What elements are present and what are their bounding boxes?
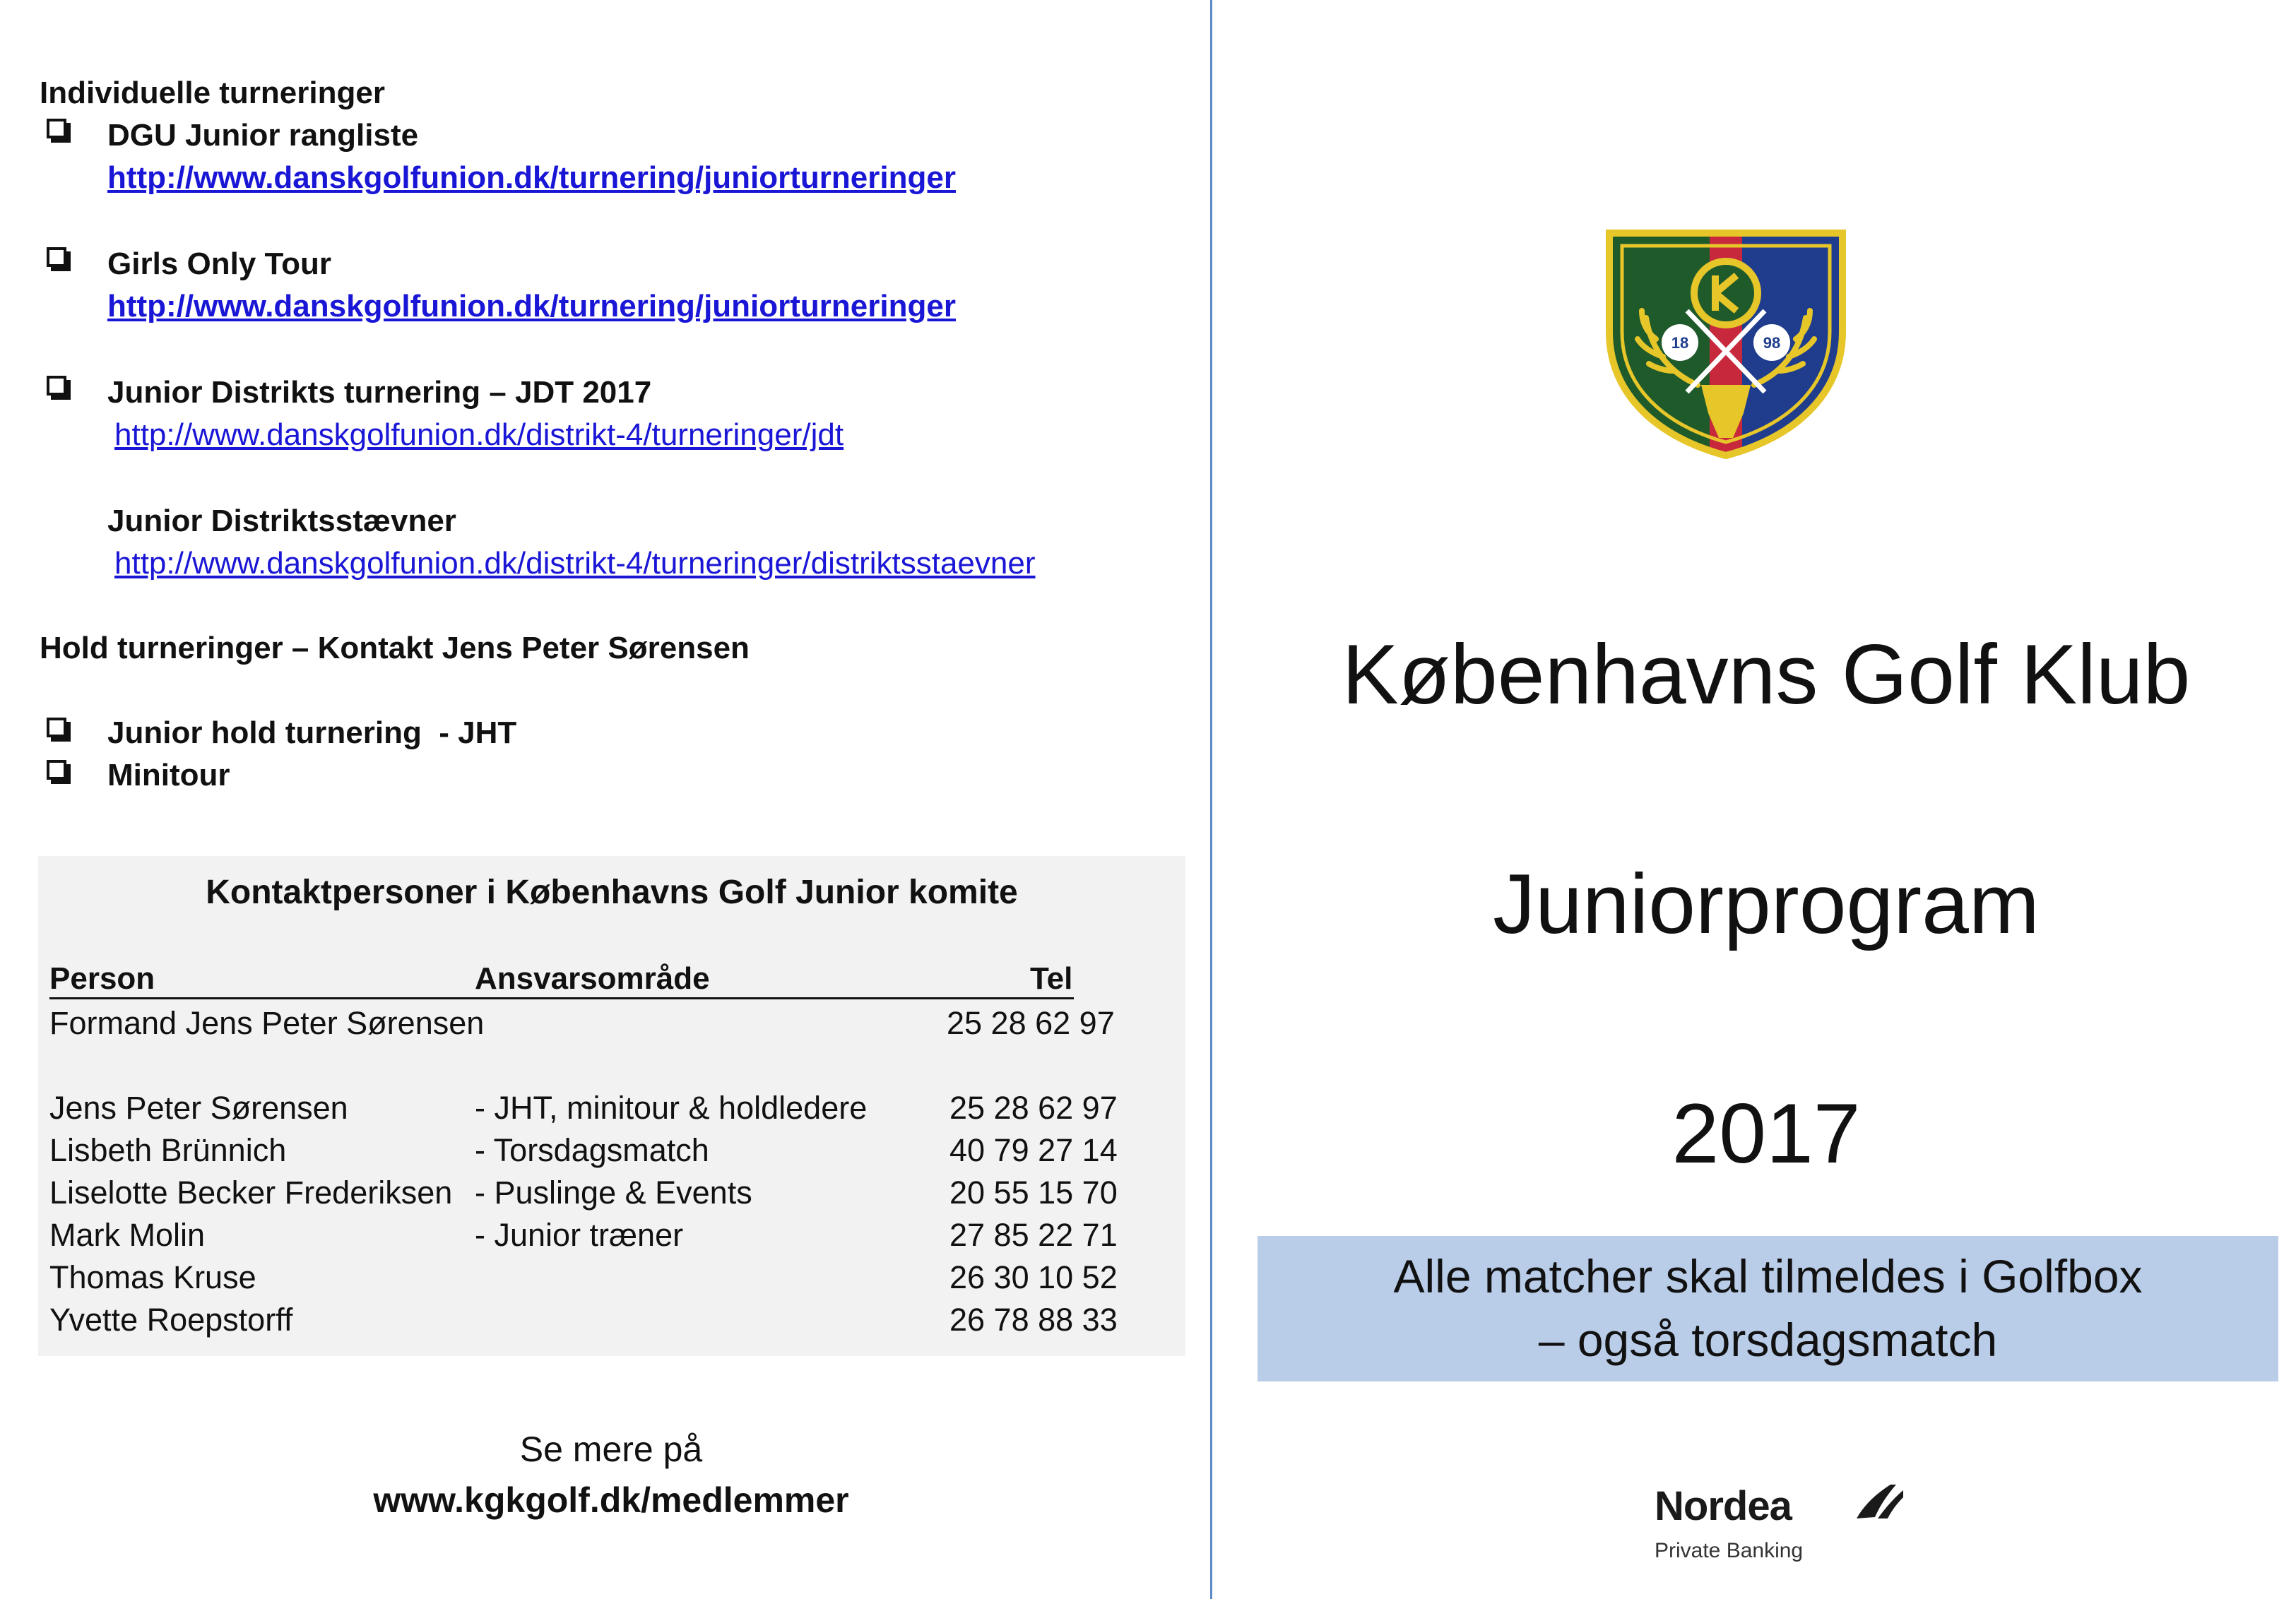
banner-line-1: Alle matcher skal tilmeldes i Golfbox [1393, 1250, 2143, 1302]
sponsor-logo [1655, 1482, 1909, 1574]
contact-area: - Puslinge & Events [475, 1175, 752, 1211]
tournament-name: Girls Only Tour [107, 246, 332, 281]
checkbox-icon [47, 376, 66, 396]
header-underline [49, 997, 1074, 999]
contact-tel: 27 85 22 71 [949, 1217, 1118, 1253]
club-crest-logo [1602, 226, 1850, 459]
contact-tel: 20 55 15 70 [949, 1175, 1118, 1211]
contact-tel: 26 30 10 52 [949, 1259, 1118, 1295]
banner-line-2: – også torsdagsmatch [1538, 1314, 1998, 1366]
checkbox-icon [47, 247, 66, 267]
team-heading: Hold turneringer – Kontakt Jens Peter Sørensen [40, 631, 750, 665]
checkbox-icon [47, 119, 66, 138]
tournament-name: Junior Distriktsstævner [107, 504, 456, 538]
contact-person: Mark Molin [49, 1217, 206, 1253]
tournament-link[interactable]: http://www.danskgolfunion.dk/turnering/juniorturneringer [107, 289, 956, 323]
tournament-link[interactable]: http://www.danskgolfunion.dk/turnering/juniorturneringer [107, 160, 956, 195]
year-title: 2017 [1671, 1086, 1861, 1181]
club-name-title: Københavns Golf Klub [1342, 627, 2191, 722]
individual-heading: Individuelle turneringer [40, 76, 385, 110]
contact-person: Jens Peter Sørensen [49, 1090, 348, 1126]
contact-tel: 25 28 62 97 [949, 1090, 1118, 1126]
column-header-tel: Tel [1030, 961, 1073, 996]
contact-tel: 40 79 27 14 [949, 1132, 1118, 1168]
contact-title: Kontaktpersoner i Københavns Golf Junior komite [206, 874, 1018, 911]
team-item: Junior hold turnering - JHT [107, 715, 517, 750]
sail-icon [1854, 1482, 1905, 1521]
contact-person: Lisbeth Brünnich [49, 1132, 287, 1168]
tournament-name: Junior Distrikts turnering – JDT 2017 [107, 375, 652, 410]
checkbox-icon [47, 718, 66, 737]
crest-year-right: 98 [1763, 334, 1781, 352]
sponsor-subtitle: Private Banking [1655, 1539, 1804, 1562]
contact-area: - JHT, minitour & holdledere [475, 1090, 868, 1126]
crest-year-left: 18 [1671, 334, 1689, 352]
see-more-label: Se mere på [519, 1429, 703, 1469]
golfbox-banner [1258, 1236, 2278, 1381]
website-link[interactable]: www.kgkgolf.dk/medlemmer [373, 1480, 849, 1520]
contact-person: Yvette Roepstorff [49, 1302, 293, 1338]
team-item: Minitour [107, 758, 230, 792]
contact-person: Formand Jens Peter Sørensen [49, 1005, 485, 1041]
sponsor-name: Nordea [1655, 1483, 1792, 1529]
contact-area: - Junior træner [475, 1217, 684, 1253]
contact-person: Liselotte Becker Frederiksen [49, 1175, 453, 1211]
contact-tel: 25 28 62 97 [947, 1005, 1115, 1041]
page-divider [1210, 0, 1212, 1599]
contact-person: Thomas Kruse [49, 1259, 256, 1295]
program-title: Juniorprogram [1493, 857, 2040, 951]
tournament-link[interactable]: http://www.danskgolfunion.dk/distrikt-4/turneringer/distriktsstaevner [114, 546, 1036, 581]
tournament-link[interactable]: http://www.danskgolfunion.dk/distrikt-4/turneringer/jdt [114, 417, 844, 452]
contact-area: - Torsdagsmatch [475, 1132, 709, 1168]
column-header-person: Person [49, 961, 155, 996]
checkbox-icon [47, 760, 66, 780]
contact-tel: 26 78 88 33 [949, 1302, 1118, 1338]
tournament-name: DGU Junior rangliste [107, 118, 419, 153]
column-header-area: Ansvarsområde [475, 961, 710, 996]
